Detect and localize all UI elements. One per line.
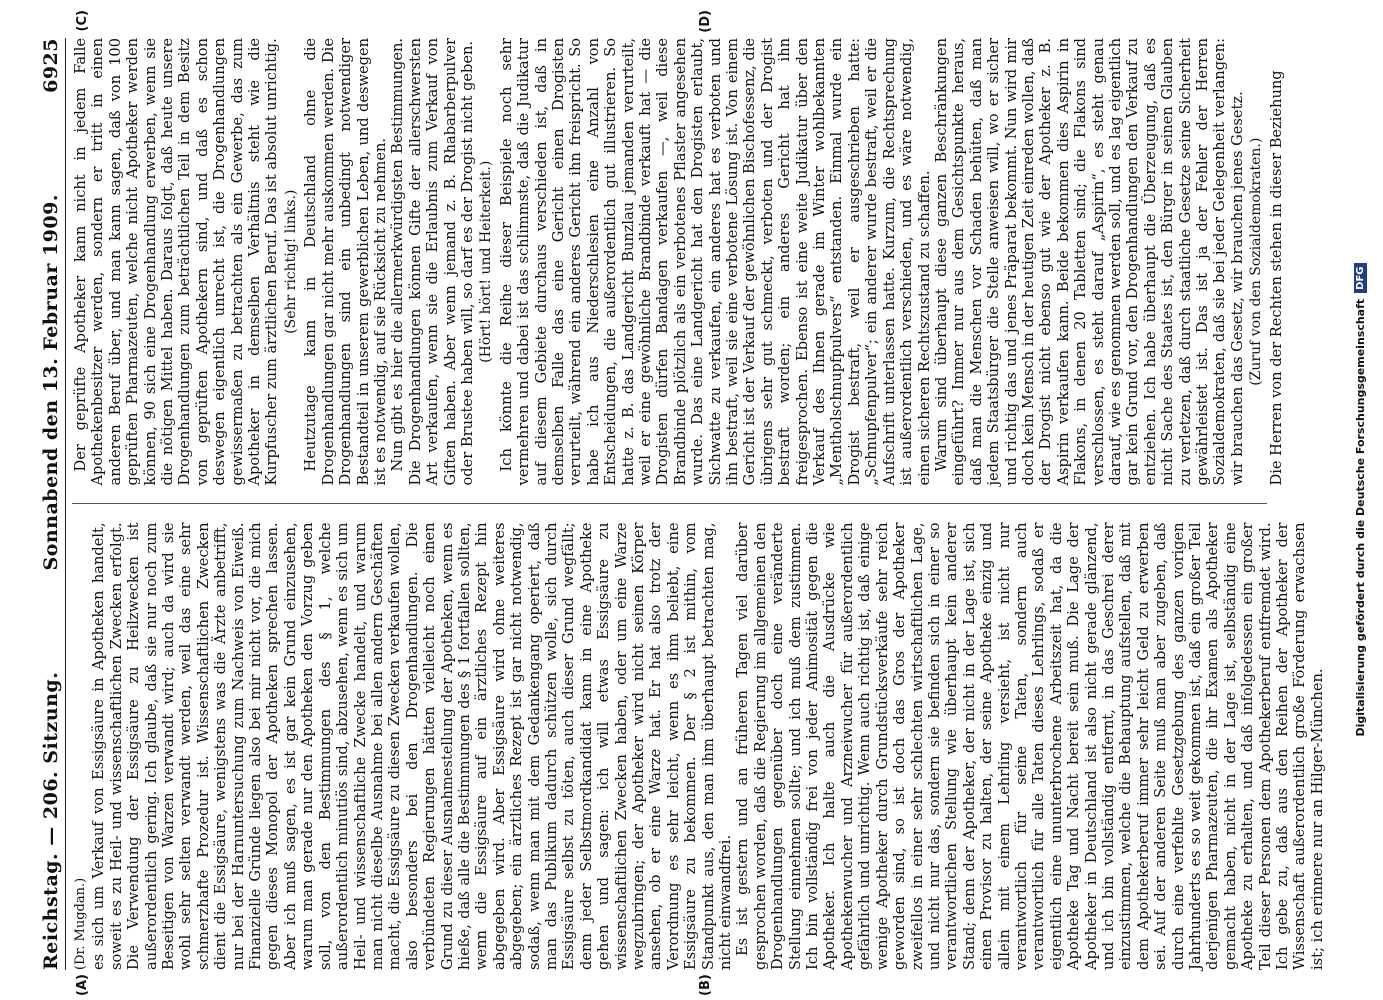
paragraph: es sich um Verkauf von Essigsäure in Apotheken handelt, soweit es zu Heil- und wissenschaftlichen Zwecken erfolgt. Die Verwendung der Essigsäure zu Heilzwecken ist außerordentlich gering. Ich glaube, daß sie nur noch zum Beseitigen von Warzen verwandt wird; auch da wird sie wohl sehr selten verwandt werden, weil das eine sehr schmerzhafte Prozedur ist. Wissenschaftlichen Zwecken dient die Essigsäure, wenigstens was die Ärzte anbetrifft, nur bei der Harnuntersuchung zum Nachweis von Eiweiß. Finanzielle Gründe liegen also bei mir nicht vor, die mich gegen dieses Monopol der Apotheken sprechen lassen. Aber ich muß sagen, es ist gar kein Grund einzusehen, warum man gerade nur den Apotheken den Vorzug geben soll, von den Bestimmungen des § 1, welche außerordentlich minutiös sind, abzusehen, wenn es sich um Heil- und wissenschaftliche Zwecke handelt, und warum man nicht dieselbe Ausnahme bei allen andern Geschäften macht, die Essigsäure zu diesen Zwecken verkaufen wollen, also besonders bei den Drogenhandlungen. Die verbündeten Regierungen hätten vielleicht noch einen Grund zu dieser Ausnahmestellung der Apotheken, wenn es hieße, daß alle die Bestimmungen des § 1 fortfallen sollten, wenn die Essigsäure auf ein ärztliches Rezept hin abgegeben wird. Aber Essigsäure wird ohne weiteres abgegeben; ein ärztliches Rezept ist gar nicht notwendig, sodaß, wenn man mit dem Gedankengang operiert, daß man das Publikum dadurch schützen wolle, sich durch Essigsäure selbst zu töten, auch dieser Grund wegfällt; denn jeder Selbstmordkandidat kann in eine Apotheke gehen und sagen: ich will etwas Essigsäure zu wissenschaftlichen Zwecken haben, oder um eine Warze wegzubringen; der Apotheker wird nicht seinen Körper ansehen, ob er eine Warze hat. Er hat also trotz der Verordnung es sehr leicht, wenn es ihm beliebt, eine Essigsäure zu bekommen. Der § 2 ist mithin, vom Standpunkt aus, den man ihm überhaupt betrachten mag, nicht einwandfrei. bbox=[90, 522, 735, 970]
interjection: (Zuruf von den Sozialdemokraten.) bbox=[1248, 137, 1265, 386]
paragraph: Ich könnte die Reihe dieser Beispiele noch sehr vermehren und dabei ist das schlimmste, daß die Judikatur auf diesem Gebiete durchaus verschieden ist, daß in demselben Falle das eine Gericht einen Drogisten verurteilt, während ein anderes Gericht ihn freispricht. So habe ich aus Niederschlesien eine Anzahl von Entscheidungen, die außerordentlich gut illustrieren. So hatte z. B. das Landgericht Bunzlau jemanden verurteilt, weil er eine gewöhnliche Brandbinde verkauft hat — die Drogisten dürfen Bandagen verkaufen —, weil diese Brandbinde plötzlich als ein verbotenes Pflaster angesehen wurde. Das eine Landgericht hat den Drogisten erlaubt, Sichwatte zu verkaufen, ein anderes hat es verboten und ihn bestraft, weil sie eine verbotene Lösung ist. Von einem Gericht ist der Verkauf der gewöhnlichen Bischofessenz, die übrigens sehr gut schmeckt, verboten und der Drogist bestraft worden; ein anderes Gericht hat ihn freigesprochen. Ebenso ist eine weite Judikatur über den Verkauf des Ihnen gerade im Winter wohlbekannten „Mentholschnupfpulvers“ entstanden. Einmal wurde ein Drogist bestraft, weil er ausgeschrieben hatte: „Schnupfenpulver“; ein anderer wurde bestraft, weil er die Aufschrift unterlassen hatte. Kurzum, die Rechtsprechung ist außerordentlich verschieden, und es wäre notwendig, einen sicheren Rechtszustand zu schaffen. bbox=[497, 38, 933, 486]
margin-mark-c: (C) bbox=[75, 10, 90, 32]
paragraph: Warum sind überhaupt diese ganzen Beschränkungen eingeführt? Immer nur aus dem Gesichtspunkte heraus, daß man die Menschen vor Schaden behüten, daß man jedem Staatsbürger die Stelle anweisen will, wo er sicher und richtig das und jenes Präparat bekommt. Nun wird mir doch kein Mensch in der heutigen Zeit einreden wollen, daß der Drogist nicht ebenso gut wie der Apotheker z. B. Aspirin verkaufen kann. Beide bekommen dies Aspirin in Flakons, in denen 20 Tabletten sind; die Flakons sind verschlossen, es steht darauf „Aspirin“, es steht genau darauf, wie es genommen werden soll, und es lag eigentlich gar kein Grund vor, den Drogenhandlungen den Verkauf zu entziehen. Ich habe überhaupt die Überzeugung, daß es nicht Sache des Staates ist, den Bürger in seinen Glauben zu verletzen, daß durch staatliche Gesetze seine Sicherheit gewährleistet ist. Das ist ja der Fehler der Herren Sozialdemokraten, daß sie bei jeder Gelegenheit verlangen: wir brauchen das Gesetz, wir brauchen jenes Gesetz. bbox=[932, 38, 1246, 486]
interjection: (Hört! hört! und Heiterkeit.) bbox=[478, 160, 495, 363]
margin-mark-d: (D) bbox=[698, 10, 713, 33]
paragraph: Heutzutage kann in Deutschland ohne die Drogenhandlungen gar nicht mehr auskommen werden. Die Drogenhandlungen sind ein unbedingt notwendiger Bestandteil in unserem gewerblichen Leben, und deswegen ist es notwendig, auf sie Rücksicht zu nehmen. bbox=[302, 38, 389, 486]
column-divider bbox=[72, 504, 1267, 505]
paragraph: Es ist gestern und an früheren Tagen viel darüber gesprochen worden, daß die Regierung im allgemeinen den Drogenhandlungen gegenüber doch eine veränderte Stellung einnehmen sollte; und ich muß dem zustimmen. Ich bin vollständig frei von jeder Animosität gegen die Apotheker. Ich halte auch die Ausdrücke wie Apothekenwucher und Arzneiwucher für außerordentlich gefährlich und unrichtig. Wenn auch richtig ist, daß einige wenige Apotheker durch Grundstücksverkäufe sehr reich geworden sind, so ist doch das Gros der Apotheker zweifellos in einer sehr schlechten wirtschaftlichen Lage, und nicht nur das, sondern sie befinden sich in einer so verantwortlichen Stellung wie überhaupt kein anderer Stand; denn der Apotheker, der nicht in der Lage ist, sich einen Provisor zu halten, der seine Apotheke einzig und allein mit einem Lehrling versieht, ist nicht nur verantwortlich für seine Taten, sondern auch verantwortlich für alle Taten dieses Lehrlings, sodaß er eigentlich eine ununterbrochene Arbeitszeit hat, da die Apotheke Tag und Nacht bereit sein muß. Die Lage der Apotheker in Deutschland ist also nicht gerade glänzend, und ich bin vollständig entfernt, in das Geschrei derer einzustimmen, welche die Behauptung aufstellen, daß mit dem Apothekerberuf immer sehr leicht Geld zu erwerben sei. Auf der anderen Seite muß man aber zugeben, daß durch eine verfehlte Gesetzgebung des ganzen vorigen Jahrhunderts es so weit gekommen ist, daß ein großer Teil derjenigen Pharmazeuten, die ihr Examen als Apotheker gemacht haben, nicht in der Lage ist, selbständig eine Apotheke zu erhalten, und daß infolgedessen ein großer Teil dieser Personen dem Apothekerberuf entfremdet wird. Ich gebe zu, daß aus den Reihen der Apotheker der Wissenschaft außerordentlich große Förderung erwachsen ist; ich erinnere nur an Hilger-München. bbox=[734, 522, 1326, 970]
margin-mark-a: (A) bbox=[75, 974, 90, 996]
speaker-label: (Dr. Mugdan.) bbox=[73, 877, 88, 970]
margin-mark-b: (B) bbox=[698, 974, 713, 996]
page-header bbox=[40, 38, 66, 970]
page-number: 6925 bbox=[40, 38, 62, 93]
right-column bbox=[72, 10, 1285, 486]
left-column bbox=[72, 522, 1326, 996]
funding-note bbox=[1337, 0, 1383, 1000]
paragraph: Nun gibt es hier die allermerkwürdigsten Bestimmungen. Die Drogenhandlungen können Gifte der allerschwersten Art verkaufen, wenn sie die Erlaubnis zum Verkauf von Giften haben. Aber wenn jemand z. B. Rhabarberpulver oder Brustee haben will, so darf es der Drogist nicht geben. bbox=[389, 38, 476, 486]
funding-note-text: Digitalisierung gefördert durch die Deutsche Forschungsgemeinschaft bbox=[1353, 298, 1367, 737]
paragraph: Die Herren von der Rechten stehen in dieser Beziehung bbox=[1267, 70, 1285, 486]
paragraph: Der geprüfte Apotheker kann nicht in jedem Falle Apothekenbesitzer werden, sondern er tritt in einen anderen Beruf über, und man kann sagen, daß von 100 geprüften Pharmazeuten, welche nicht Apotheker werden können, 90 sich eine Drogenhandlung erwerben, wenn sie die nötigen Mittel haben. Daraus folgt, daß heute unsere Drogenhandlungen zum beträchtlichen Teil in dem Besitz von geprüften Apothekern sind, und daß es schon deswegen eigentlich unrecht ist, die Drogenhandlungen gewissermaßen zu betrachten als ein Gewerbe, das zum Apotheker in demselben Verhältnis steht wie die Kurpfuscher zum ärztlichen Beruf. Das ist absolut unrichtig. bbox=[72, 38, 281, 486]
running-title: Reichstag. — 206. Sitzung. bbox=[40, 671, 62, 970]
session-date: Sonnabend den 13. Februar 1909. bbox=[40, 194, 62, 571]
dfg-logo: DFG bbox=[1354, 264, 1367, 293]
interjection: (Sehr richtig! links.) bbox=[282, 189, 299, 334]
text-columns bbox=[72, 10, 1326, 996]
